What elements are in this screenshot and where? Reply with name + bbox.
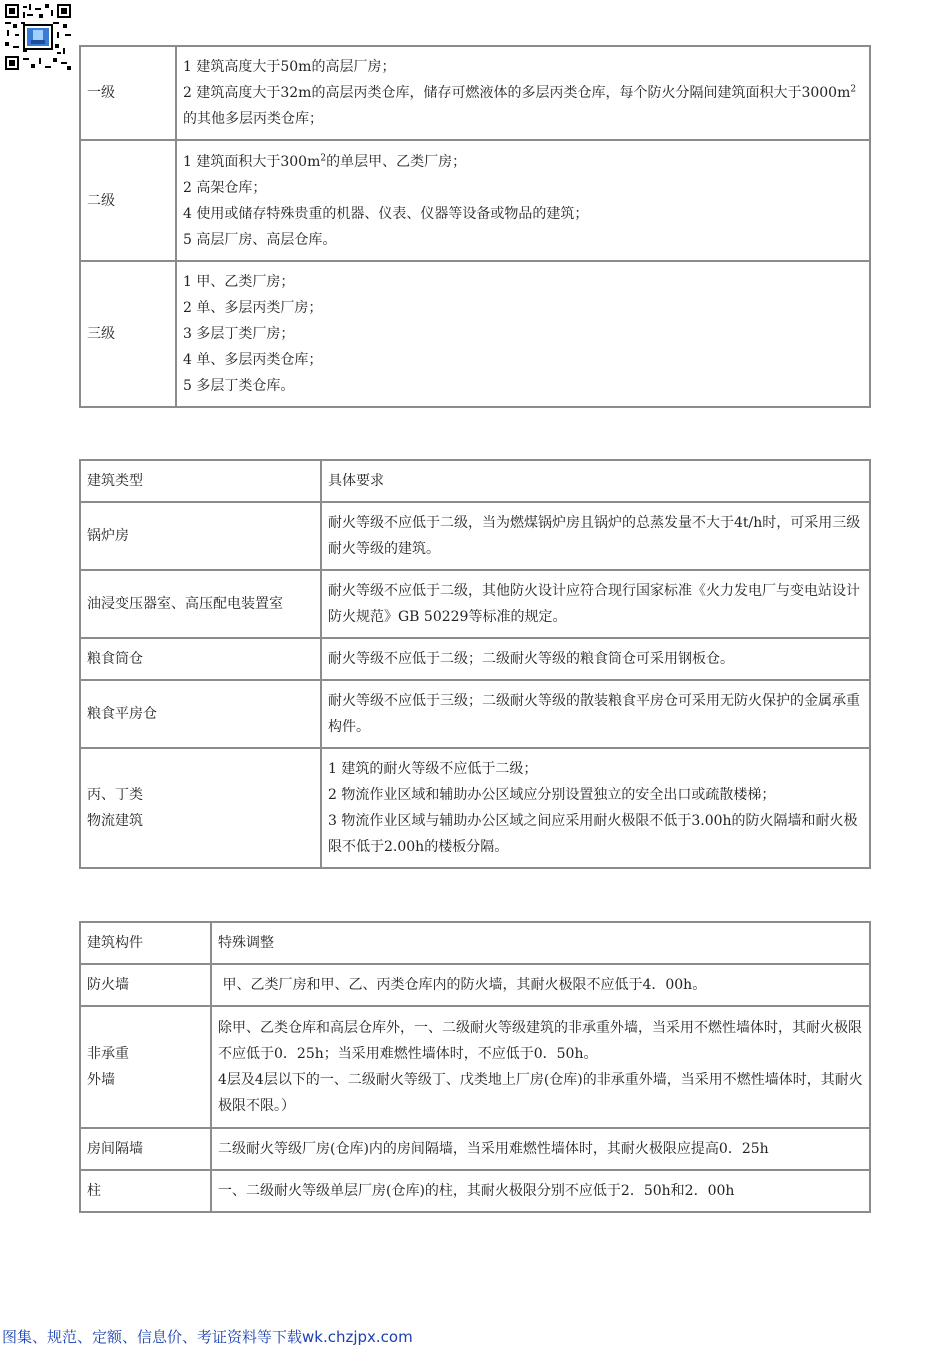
list-item: 2 建筑高度大于32m的高层丙类仓库，储存可燃液体的多层丙类仓库，每个防火分隔间建筑面积大于$3000m^2$的其他多层丙类仓库； bbox=[183, 84, 857, 127]
part-cell: 防火墙 bbox=[80, 964, 211, 1006]
part-cell: 房间隔墙 bbox=[80, 1128, 211, 1170]
list-item: 5 多层丁类仓库。 bbox=[183, 378, 295, 394]
table-header-row bbox=[80, 460, 870, 502]
footer-download-link[interactable]: 图集、规范、定额、信息价、考证资料等下载wk.chzjpx.com bbox=[2, 1328, 413, 1346]
list-item: 1 甲、乙类厂房； bbox=[183, 274, 295, 290]
level-cell: 三级 bbox=[80, 261, 176, 407]
requirement-cell: 耐火等级不应低于二级，当为燃煤锅炉房且锅炉的总蒸发量不大于4t/h时，可采用三级耐火等级的建筑。 bbox=[321, 502, 870, 570]
type-cell: 锅炉房 bbox=[80, 502, 321, 570]
list-item: 5 高层厂房、高层仓库。 bbox=[183, 231, 337, 248]
adjustment-cell: 二级耐火等级厂房(仓库)内的房间隔墙，当采用难燃性墙体时，其耐火极限应提高0．25h bbox=[211, 1128, 870, 1170]
table-row bbox=[80, 140, 870, 261]
level-cell: 二级 bbox=[80, 140, 176, 261]
list-item: 2 单、多层丙类厂房； bbox=[183, 300, 323, 316]
part-cell: 柱 bbox=[80, 1170, 211, 1212]
building-type-table bbox=[79, 459, 871, 869]
table-row bbox=[80, 46, 870, 140]
table-row bbox=[80, 748, 870, 868]
level-cell: 一级 bbox=[80, 46, 176, 140]
type-cell: 油浸变压器室、高压配电装置室 bbox=[80, 570, 321, 638]
column-header: 特殊调整 bbox=[211, 922, 870, 964]
table-row bbox=[80, 502, 870, 570]
items-cell bbox=[176, 46, 870, 140]
items-cell bbox=[176, 261, 870, 407]
list-item: 4 单、多层丙类仓库； bbox=[183, 352, 323, 368]
fire-rating-level-table bbox=[79, 45, 871, 408]
type-cell: 粮食平房仓 bbox=[80, 680, 321, 748]
items-cell bbox=[176, 140, 870, 261]
table-row bbox=[80, 1128, 870, 1170]
adjustment-cell: 一、二级耐火等级单层厂房(仓库)的柱，其耐火极限分别不应低于2．50h和2．00h bbox=[211, 1170, 870, 1212]
column-header: 具体要求 bbox=[321, 460, 870, 502]
requirement-cell: 1 建筑的耐火等级不应低于二级； 2 物流作业区域和辅助办公区域应分别设置独立的安全出口或疏散楼梯； 3 物流作业区域与辅助办公区域之间应采用耐火极限不低于3.00h的防火隔墙和耐火极限不低于2.00h的楼板分隔。 bbox=[321, 748, 870, 868]
list-item: 1 建筑高度大于50m的高层厂房； bbox=[183, 59, 396, 75]
table-header-row bbox=[80, 922, 870, 964]
component-adjustment-table bbox=[79, 921, 871, 1213]
table-row bbox=[80, 638, 870, 680]
type-cell: 粮食筒仓 bbox=[80, 638, 321, 680]
list-item: 2 高架仓库； bbox=[183, 179, 267, 196]
requirement-cell: 耐火等级不应低于二级，其他防火设计应符合现行国家标准《火力发电厂与变电站设计防火规范》GB 50229等标准的规定。 bbox=[321, 570, 870, 638]
list-item: 3 多层丁类厂房； bbox=[183, 326, 295, 342]
qr-code-icon bbox=[5, 4, 71, 70]
column-header: 建筑构件 bbox=[80, 922, 211, 964]
requirement-cell: 耐火等级不应低于二级；二级耐火等级的粮食筒仓可采用钢板仓。 bbox=[321, 638, 870, 680]
requirement-cell: 耐火等级不应低于三级；二级耐火等级的散装粮食平房仓可采用无防火保护的金属承重构件。 bbox=[321, 680, 870, 748]
table-row bbox=[80, 261, 870, 407]
list-item: 1 建筑面积大于$300m^2$的单层甲、乙类厂房； bbox=[183, 152, 467, 170]
table-row bbox=[80, 1170, 870, 1212]
part-cell: 非承重 外墙 bbox=[80, 1006, 211, 1128]
list-item: 4 使用或储存特殊贵重的机器、仪表、仪器等设备或物品的建筑； bbox=[183, 205, 589, 222]
adjustment-cell: 甲、乙类厂房和甲、乙、丙类仓库内的防火墙，其耐火极限不应低于4．00h。 bbox=[211, 964, 870, 1006]
table-row bbox=[80, 570, 870, 638]
column-header: 建筑类型 bbox=[80, 460, 321, 502]
table-row bbox=[80, 964, 870, 1006]
type-cell: 丙、丁类 物流建筑 bbox=[80, 748, 321, 868]
adjustment-cell: 除甲、乙类仓库和高层仓库外，一、二级耐火等级建筑的非承重外墙，当采用不燃性墙体时，其耐火极限不应低于0．25h；当采用难燃性墙体时，不应低于0．50h。 4层及4层以下的一、二级耐火等级丁、戊类地上厂房(仓库)的非承重外墙，当采用不燃性墙体时，其耐火极限不限。） bbox=[211, 1006, 870, 1128]
table-row bbox=[80, 1006, 870, 1128]
table-row bbox=[80, 680, 870, 748]
